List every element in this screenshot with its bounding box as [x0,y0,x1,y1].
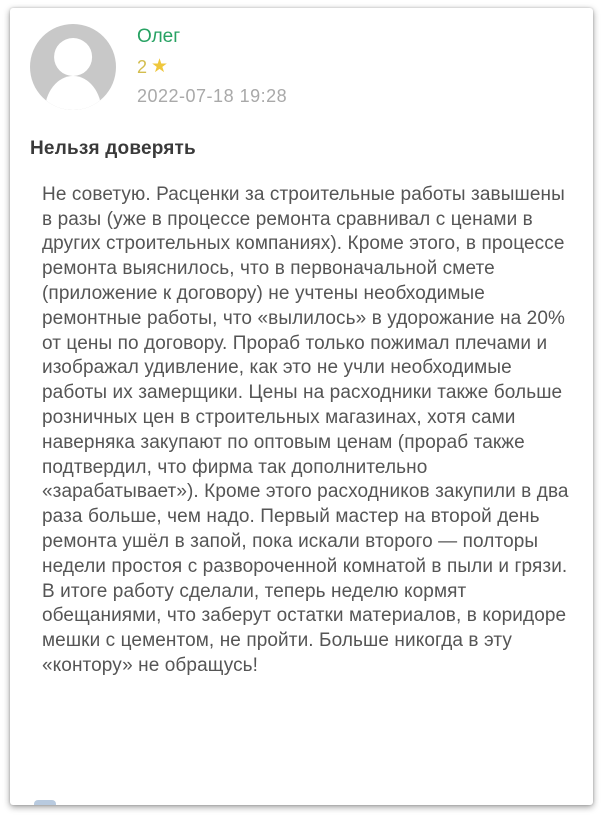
avatar-head-shape [54,38,92,76]
review-title: Нельзя доверять [30,138,196,159]
review-body: Не советую. Расценки за строительные работы завышены в разы (уже в процессе ремонта сравнивал с ценами в других строительных компаниях). Кроме этого, в процессе ремонта выяснилось, что в первоначальной смете (приложение к договору) не учтены необходимые ремонтные работы, что «вылилось» в удорожание на 20% от цены по договору. Прораб только пожимал плечами и изображал удивление, как это не учли необходимые работы их замерщики. Цены на расходники также больше розничных цен в строительных магазинах, хотя сами наверняка закупают по оптовым ценам (прораб также подтвердил, что фирма так дополнительно «зарабатывает»). Кроме этого расходников закупили в два раза больше, чем надо. Первый мастер на второй день ремонта ушёл в запой, пока искали второго — полторы недели простоя с развороченной комнатой в пыли и грязи. В итоге работу сделали, теперь неделю кормят обещаниями, что заберут остатки материалов, в коридоре мешки с цементом, не пройти. Больше никогда в эту «контору» не обращусь! [42,183,569,676]
reviewer-name[interactable]: Олег [137,26,181,47]
user-avatar-icon [30,24,116,110]
star-icon: ★ [151,56,169,77]
rating [137,57,287,76]
review-card [10,8,593,805]
clipped-bottom-icon[interactable] [34,800,56,805]
review-date: 2022-07-18 19:28 [137,86,288,106]
review-header [10,8,593,110]
rating-value: 2 [137,56,148,77]
reviewer-info [137,24,287,105]
avatar-shoulders-shape [45,76,102,110]
